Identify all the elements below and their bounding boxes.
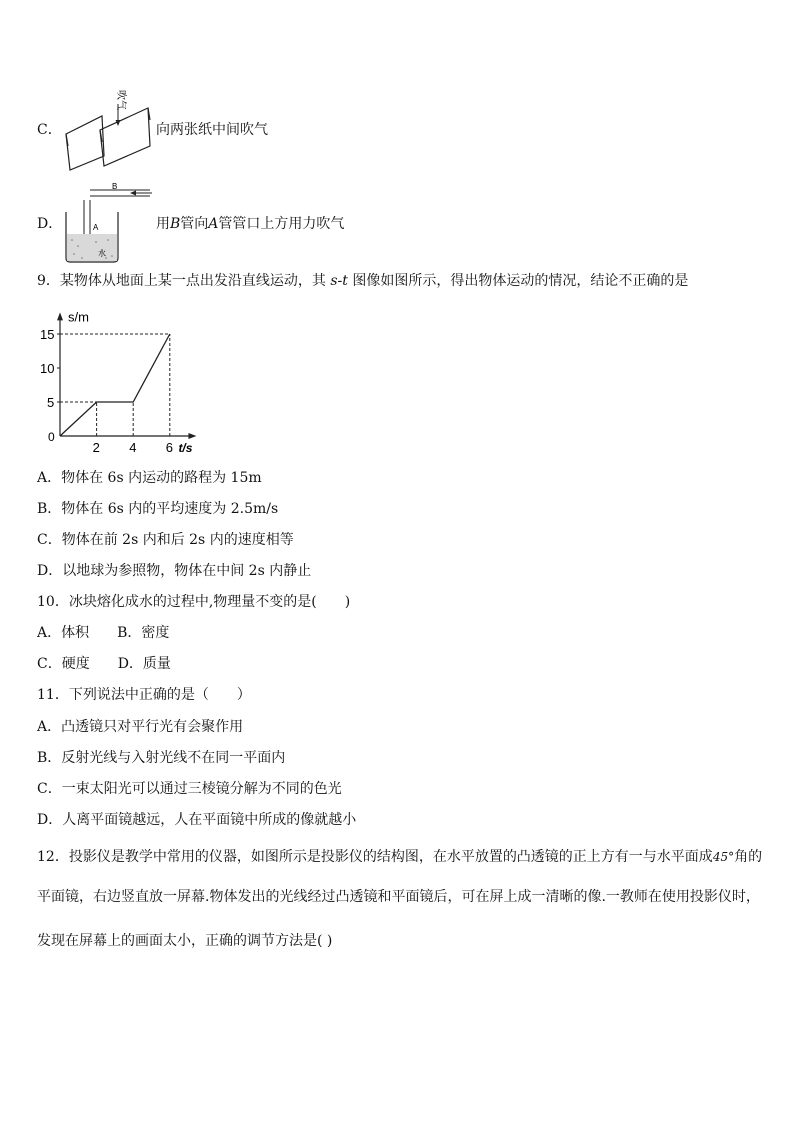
q9-option-c: C．物体在前 2s 内和后 2s 内的速度相等 (37, 532, 294, 548)
option-d-text-2: 管向 (180, 216, 209, 232)
beaker-tube-figure (62, 180, 158, 264)
q9-option-a: A．物体在 6s 内运动的路程为 15m (37, 470, 262, 486)
y-tick-label-15: 15 (40, 327, 55, 342)
tube-b-label: B (112, 182, 118, 191)
x-tick-label-4: 4 (129, 440, 137, 455)
q11-option-c: C．一束太阳光可以通过三棱镜分解为不同的色光 (37, 781, 342, 797)
q11-option-d: D．人离平面镜越远，人在平面镜中所成的像就越小 (37, 812, 357, 828)
q12-line-3: 发现在屏幕上的画面太小，正确的调节方法是( ) (37, 933, 333, 949)
q9-option-b: B．物体在 6s 内的平均速度为 2.5m/s (37, 501, 279, 517)
option-c-text: 向两张纸中间吹气 (156, 122, 268, 138)
y-tick-label-10: 10 (40, 361, 55, 376)
two-paper-sheets-figure (60, 86, 160, 172)
x-axis-arrow (188, 433, 196, 439)
x-tick-label-2: 2 (92, 440, 100, 455)
water-label: 水 (98, 249, 106, 258)
q12-line-2: 平面镜，右边竖直放一屏幕.物体发出的光线经过凸透镜和平面镜后，可在屏上成一清晰的像.一教师在使用投影仪时， (37, 889, 760, 905)
y-axis-arrow (57, 312, 63, 320)
q9-stem (37, 272, 688, 290)
option-d-var-a: A (208, 216, 219, 232)
origin-label: 0 (48, 430, 55, 444)
option-c-label: C． (37, 122, 62, 138)
series-line-0 (60, 334, 170, 436)
q11-option-a: A．凸透镜只对平行光有会聚作用 (37, 719, 244, 735)
q12-line-1 (37, 848, 762, 866)
q9-option-d: D．以地球为参照物，物体在中间 2s 内静止 (37, 563, 312, 579)
option-d-text-3: 管管口上方用力吹气 (218, 216, 345, 232)
q9-stem-part-2: 图像如图所示，得出物体运动的情况，结论不正确的是 (347, 273, 689, 289)
q9-stem-st: s-t (330, 273, 348, 289)
blow-label: 吹气 (115, 90, 126, 110)
tube-a-label: A (93, 223, 99, 232)
q12-angle: 45° (712, 850, 735, 864)
x-tick-label-6: 6 (165, 440, 174, 455)
q10-options-row-1: A．体积 B．密度 (37, 625, 170, 641)
option-d-label: D． (37, 216, 63, 232)
q12-line-1-part-1: 12．投影仪是教学中常用的仪器，如图所示是投影仪的结构图，在水平放置的凸透镜的正上方有一与水平面成 (37, 849, 713, 865)
s-t-graph (30, 300, 230, 460)
y-axis-label: s/m (68, 309, 89, 325)
q11-stem: 11．下列说法中正确的是（ ） (37, 687, 251, 703)
q10-stem: 10．冰块熔化成水的过程中,物理量不变的是( ) (37, 594, 351, 610)
option-d-text (156, 215, 344, 233)
q10-options-row-2: C．硬度 D．质量 (37, 656, 171, 672)
q11-option-b: B．反射光线与入射光线不在同一平面内 (37, 750, 286, 766)
option-d-text-1: 用 (156, 216, 170, 232)
q9-stem-part-1: 9．某物体从地面上某一点出发沿直线运动，其 (37, 273, 331, 289)
y-tick-label-5: 5 (47, 395, 55, 410)
x-axis-label: t/s (178, 441, 193, 455)
option-d-var-b: B (170, 216, 181, 232)
q12-line-1-part-2: 角的 (734, 849, 763, 865)
